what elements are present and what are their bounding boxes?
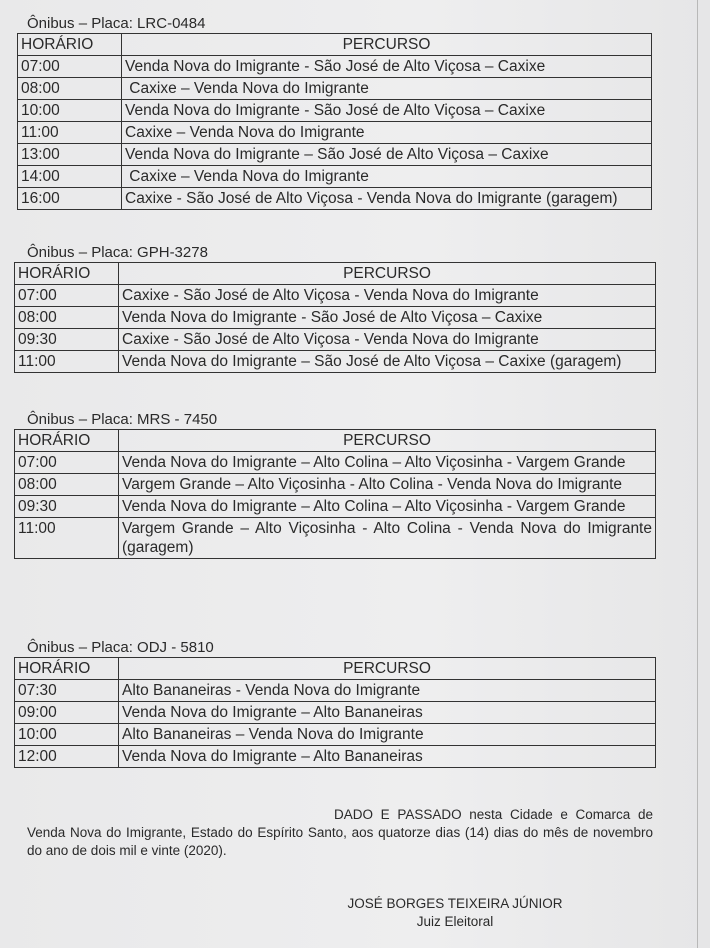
table-row (18, 56, 652, 78)
row-time: 08:00 (18, 78, 122, 100)
row-time: 07:00 (15, 285, 119, 307)
row-route: Caxixe - São José de Alto Viçosa - Venda Nova do Imigrante (garagem) (122, 188, 652, 210)
schedule-mrs-7450 (0, 410, 700, 559)
schedule-table (14, 657, 656, 768)
closing-first-line: DADO E PASSADO nesta Cidade e Comarca de (334, 807, 653, 822)
header-horario: HORÁRIO (15, 263, 119, 285)
row-route: Alto Bananeiras - Venda Nova do Imigrante (119, 680, 656, 702)
row-route: Caxixe – Venda Nova do Imigrante (122, 166, 652, 188)
table-row (15, 518, 656, 559)
closing-paragraph (27, 806, 653, 860)
row-route: Venda Nova do Imigrante – São José de Alto Viçosa – Caxixe (122, 144, 652, 166)
header-percurso: PERCURSO (122, 34, 652, 56)
table-row (15, 702, 656, 724)
schedule-table (17, 33, 652, 210)
table-row (15, 496, 656, 518)
row-route: Caxixe - São José de Alto Viçosa - Venda Nova do Imigrante (119, 329, 656, 351)
row-route: Venda Nova do Imigrante – Alto Bananeiras (119, 702, 656, 724)
row-route: Vargem Grande – Alto Viçosinha - Alto Colina - Venda Nova do Imigrante (garagem) (119, 518, 656, 559)
row-route: Vargem Grande – Alto Viçosinha - Alto Colina - Venda Nova do Imigrante (119, 474, 656, 496)
signature-title: Juiz Eleitoral (416, 914, 494, 929)
table-header-row (15, 430, 656, 452)
row-time: 12:00 (15, 746, 119, 768)
row-route: Venda Nova do Imigrante - São José de Alto Viçosa – Caxixe (122, 56, 652, 78)
schedule-caption: Ônibus – Placa: GPH-3278 (27, 244, 208, 261)
row-route: Venda Nova do Imigrante – Alto Colina – Alto Viçosinha - Vargem Grande (119, 496, 656, 518)
table-row (18, 166, 652, 188)
row-time: 08:00 (15, 474, 119, 496)
table-row (15, 285, 656, 307)
row-route: Caxixe - São José de Alto Viçosa - Venda Nova do Imigrante (119, 285, 656, 307)
schedule-lrc-0484 (0, 14, 700, 210)
header-percurso: PERCURSO (119, 263, 656, 285)
schedule-gph-3278 (0, 243, 700, 373)
schedule-caption: Ônibus – Placa: ODJ - 5810 (27, 639, 214, 656)
row-time: 09:30 (15, 496, 119, 518)
header-horario: HORÁRIO (15, 658, 119, 680)
schedule-odj-5810 (0, 638, 700, 768)
table-row (15, 680, 656, 702)
table-row (15, 724, 656, 746)
table-row (18, 122, 652, 144)
header-horario: HORÁRIO (18, 34, 122, 56)
row-route: Venda Nova do Imigrante – São José de Alto Viçosa – Caxixe (garagem) (119, 351, 656, 373)
table-row (18, 144, 652, 166)
row-time: 07:30 (15, 680, 119, 702)
header-percurso: PERCURSO (119, 430, 656, 452)
table-header-row (18, 34, 652, 56)
row-time: 08:00 (15, 307, 119, 329)
schedule-table (14, 429, 656, 559)
closing-rest: Venda Nova do Imigrante, Estado do Espírito Santo, aos quatorze dias (14) dias do mês de novembro do ano de dois mil e vinte (2020). (27, 825, 653, 858)
row-time: 11:00 (15, 351, 119, 373)
row-time: 16:00 (18, 188, 122, 210)
row-time: 11:00 (15, 518, 119, 559)
table-header-row (15, 658, 656, 680)
table-row (15, 351, 656, 373)
header-percurso: PERCURSO (119, 658, 656, 680)
row-time: 10:00 (18, 100, 122, 122)
row-route: Caxixe – Venda Nova do Imigrante (122, 78, 652, 100)
table-row (15, 452, 656, 474)
schedule-caption: Ônibus – Placa: LRC-0484 (27, 15, 206, 32)
row-time: 11:00 (18, 122, 122, 144)
table-row (15, 307, 656, 329)
schedule-table (14, 262, 656, 373)
row-time: 14:00 (18, 166, 122, 188)
row-time: 09:00 (15, 702, 119, 724)
table-row (15, 329, 656, 351)
header-horario: HORÁRIO (15, 430, 119, 452)
row-time: 07:00 (18, 56, 122, 78)
row-route: Caxixe – Venda Nova do Imigrante (122, 122, 652, 144)
table-row (15, 474, 656, 496)
row-route: Venda Nova do Imigrante – Alto Bananeiras (119, 746, 656, 768)
signature-name: JOSÉ BORGES TEIXEIRA JÚNIOR (347, 896, 563, 911)
table-row (15, 746, 656, 768)
row-time: 10:00 (15, 724, 119, 746)
table-row (18, 188, 652, 210)
row-time: 13:00 (18, 144, 122, 166)
schedule-caption: Ônibus – Placa: MRS - 7450 (27, 411, 218, 428)
row-route: Venda Nova do Imigrante - São José de Alto Viçosa – Caxixe (119, 307, 656, 329)
row-route: Venda Nova do Imigrante - São José de Alto Viçosa – Caxixe (122, 100, 652, 122)
row-route: Alto Bananeiras – Venda Nova do Imigrante (119, 724, 656, 746)
table-row (18, 100, 652, 122)
table-row (18, 78, 652, 100)
signature-block (300, 895, 610, 931)
row-time: 09:30 (15, 329, 119, 351)
row-route: Venda Nova do Imigrante – Alto Colina – Alto Viçosinha - Vargem Grande (119, 452, 656, 474)
row-time: 07:00 (15, 452, 119, 474)
table-header-row (15, 263, 656, 285)
